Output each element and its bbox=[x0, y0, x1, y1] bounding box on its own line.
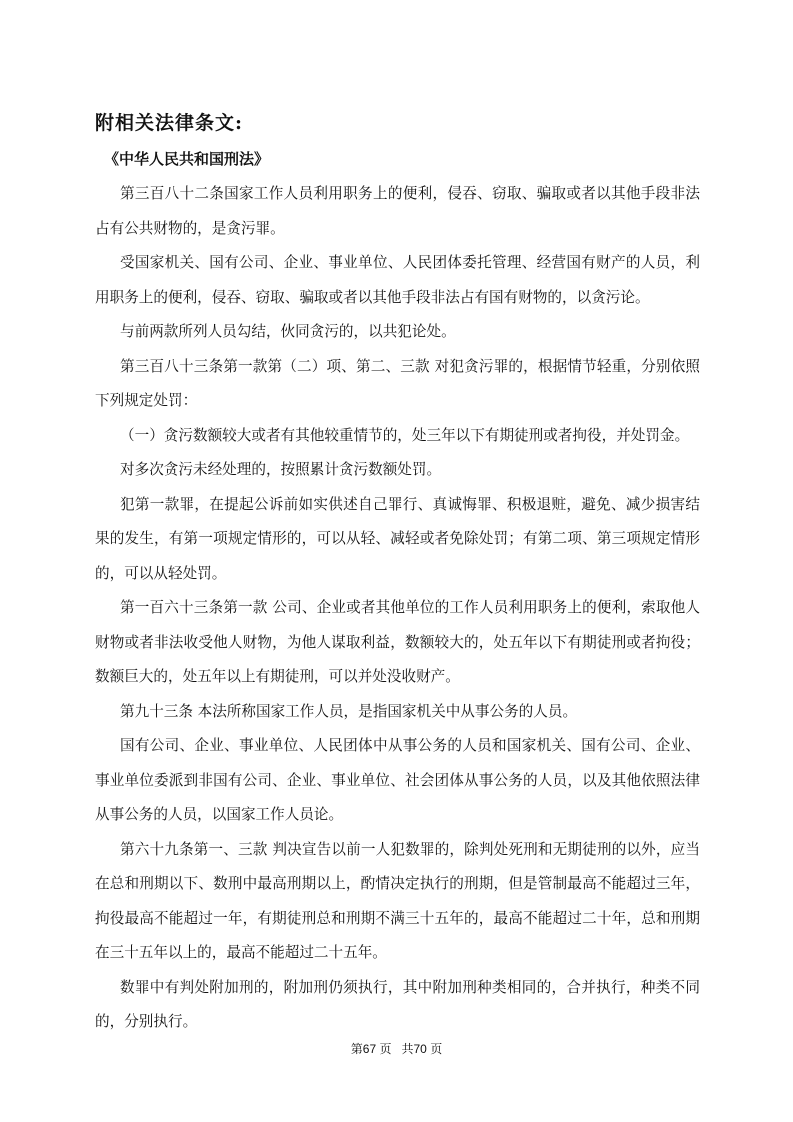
paragraph: 受国家机关、国有公司、企业、事业单位、人民团体委托管理、经营国有财产的人员，利用职务上的便利，侵吞、窃取、骗取或者以其他手段非法占有国有财物的，以贪污论。 bbox=[95, 254, 700, 306]
footer-mid: 页 共 bbox=[376, 1042, 414, 1056]
total-pages-number: 70 bbox=[413, 1042, 427, 1056]
page-footer bbox=[0, 1040, 793, 1057]
footer-prefix: 第 bbox=[350, 1042, 363, 1056]
paragraph: 第三百八十二条国家工作人员利用职务上的便利，侵吞、窃取、骗取或者以其他手段非法占有公共财物的，是贪污罪。 bbox=[95, 185, 700, 237]
footer-suffix: 页 bbox=[426, 1042, 443, 1056]
paragraph: 数罪中有判处附加刑的，附加刑仍须执行，其中附加刑种类相同的，合并执行，种类不同的，分别执行。 bbox=[95, 978, 700, 1030]
paragraph: 对多次贪污未经处理的，按照累计贪污数额处罚。 bbox=[120, 461, 442, 478]
document-body bbox=[95, 177, 700, 1040]
paragraph: 国有公司、企业、事业单位、人民团体中从事公务的人员和国家机关、国有公司、企业、事业单位委派到非国有公司、企业、事业单位、社会团体从事公务的人员，以及其他依照法律从事公务的人员，以国家工作人员论。 bbox=[95, 737, 700, 823]
current-page-number: 67 bbox=[362, 1042, 377, 1056]
law-title: 《中华人民共和国刑法》 bbox=[104, 150, 270, 168]
section-heading: 附相关法律条文: bbox=[95, 112, 244, 134]
paragraph: 第九十三条 本法所称国家工作人员，是指国家机关中从事公务的人员。 bbox=[120, 702, 578, 720]
paragraph: 第六十九条第一、三款 判决宣告以前一人犯数罪的，除判处死刑和无期徒刑的以外，应当在总和刑期以下、数刑中最高刑期以上，酌情决定执行的刑期，但是管制最高不能超过三年，拘役最高不能超过一年，有期徒刑总和刑期不满三十五年的，最高不能超过二十年，总和刑期在三十五年以上的，最高不能超过二十五年。 bbox=[95, 840, 700, 961]
paragraph: （一）贪污数额较大或者有其他较重情节的，处三年以下有期徒刑或者拘役，并处罚金。 bbox=[120, 426, 690, 444]
paragraph: 第一百六十三条第一款 公司、企业或者其他单位的工作人员利用职务上的便利，索取他人财物或者非法收受他人财物，为他人谋取利益，数额较大的，处五年以下有期徒刑或者拘役；数额巨大的，处五年以上有期徒刑，可以并处没收财产。 bbox=[95, 599, 700, 685]
paragraph: 犯第一款罪，在提起公诉前如实供述自己罪行、真诚悔罪、积极退赃，避免、减少损害结果的发生，有第一项规定情形的，可以从轻、减轻或者免除处罚；有第二项、第三项规定情形的，可以从轻处罚。 bbox=[95, 495, 700, 582]
paragraph: 与前两款所列人员勾结，伙同贪污的，以共犯论处。 bbox=[120, 323, 456, 340]
paragraph: 第三百八十三条第一款第（二）项、第二、三款 对犯贪污罪的，根据情节轻重，分别依照下列规定处罚： bbox=[95, 357, 700, 409]
